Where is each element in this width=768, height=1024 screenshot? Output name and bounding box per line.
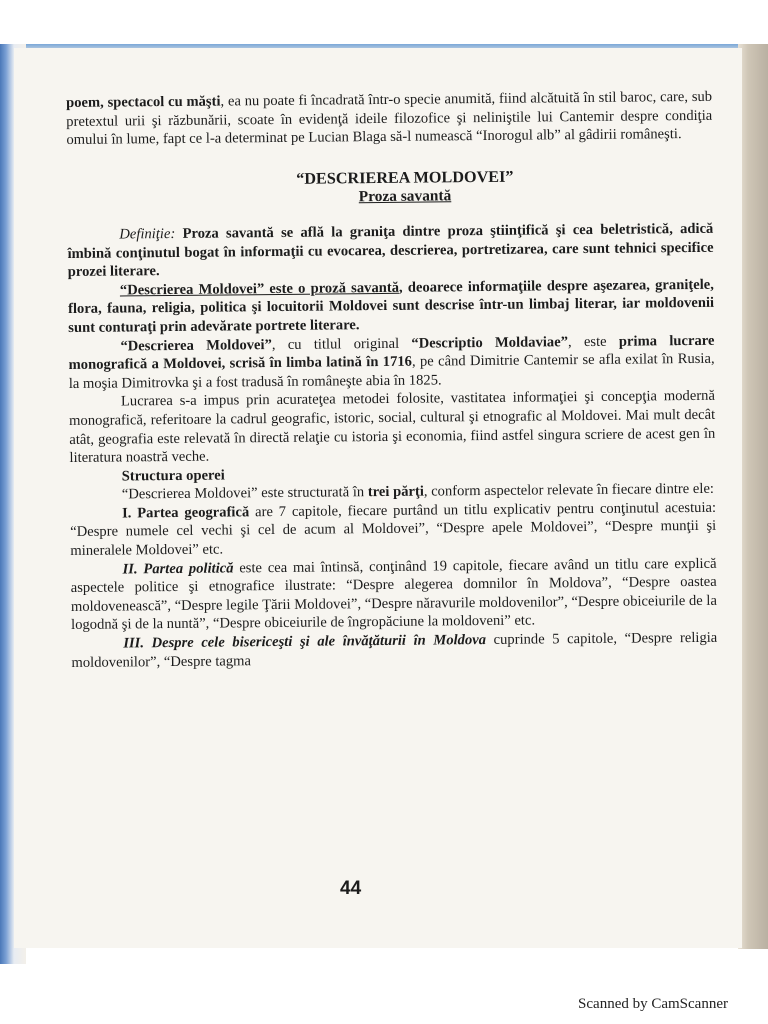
structure-text-a: “Descrierea Moldovei” este structurată în — [121, 484, 368, 503]
part-two-paragraph — [70, 554, 717, 635]
intro-paragraph — [66, 88, 713, 150]
original-title-d: , este — [567, 333, 619, 350]
original-title-e: prima lucrare monografică a Moldovei, scrisă în limba latină în 1716 — [68, 332, 715, 374]
original-title-a: “Descrierea Moldovei” — [120, 336, 272, 355]
definition-text: Proza savantă se află la graniţa dintre proza ştiinţifică şi cea beletristică, adică îmbină conţinutul bogat în informaţii cu evocarea, descrierea, portretizarea, care sunt tehnici specifice prozei literare. — [67, 220, 714, 281]
chapter-title: “DESCRIEREA MOLDOVEI” — [296, 167, 514, 188]
savanta-paragraph — [68, 276, 715, 338]
definition-label: Definiţie: — [119, 225, 176, 243]
original-title-paragraph — [68, 331, 715, 393]
part-two-label: II. Partea politică — [122, 560, 234, 578]
intro-text: , ea nu poate fi încadrată într-o specie anumită, fiind alcătuită în stil baroc, care, sub pretextul urii şi răzbunării, scoate în evidenţă ideile filozofice şi neliniştile lui Cantemir despre condiţia omului în lume, fapt ce l-a determinat pe Lucian Blaga să-l numească “Inorogul alb” al gâdirii româneşti. — [66, 88, 713, 149]
scanner-watermark: Scanned by CamScanner — [578, 996, 728, 1012]
savanta-text: , deoarece informaţiile despre aşezarea, graniţele, flora, fauna, religia, politica şi locuitorii Moldovei sunt descrise într-un limbaj literar, iar moldovenii sunt conturaţi prin adevărate portrete literare. — [67, 276, 715, 336]
part-two-text: este cea mai întinsă, conţinând 19 capitole, fiecare având un titlu care explică aspectele politice şi etnografice ilustrate: “Despre alegerea domnilor în Moldova”, “Despre oastea moldovenească”, “Despre legile Ţării Moldovei”, “Despre năravurile moldovenilor”, “Despre obiceiurile de la logodnă şi de la nuntă”, “Despre obiceiurile de îngropăciune la moldoveni” etc. — [70, 555, 717, 634]
part-one-paragraph — [70, 499, 717, 561]
part-three-paragraph — [71, 629, 717, 672]
part-one-text: are 7 capitole, fiecare purtând un titlu explicativ pentru conţinutul acestuia: “Despre numele cel vechi şi cel de acum al Moldovei”, “Despre apele Moldovei”, “Despre munţii şi mineralele Moldovei” etc. — [70, 499, 717, 560]
structure-text-c: , conform aspectelor relevate în fiecare dintre ele: — [423, 481, 715, 500]
definition-paragraph — [67, 220, 714, 282]
savanta-underlined: “Descrierea Moldovei” este o proză savantă — [119, 279, 400, 299]
intro-bold-phrase: poem, spectacol cu măşti — [66, 93, 221, 111]
original-title-f: , pe când Dimitrie Cantemir se afla exilat în Rusia, la moşia Dimitrovka şi a fost tradusă în româneşte abia în 1825. — [68, 350, 715, 392]
part-three-label: III. Despre cele bisericeşti şi ale învăţăturii în Moldova — [123, 632, 487, 652]
original-title-b: , cu titlul original — [271, 335, 412, 353]
chapter-subtitle: Proza savantă — [358, 187, 452, 206]
page-text — [66, 88, 718, 672]
book-spine-shadow — [738, 44, 768, 949]
part-one-label: I. Partea geografică — [121, 504, 250, 522]
structure-text-b: trei părţi — [367, 483, 424, 501]
book-page — [14, 48, 742, 948]
structure-heading: Structura operei — [121, 467, 225, 485]
impact-paragraph: Lucrarea s-a impus prin acurateţea metodei folosite, vastitatea informaţiei şi concepţia modernă monografică, referitoare la cadrul geografic, istoric, social, cultural şi etnografic al Moldovei. Mai mult decât atât, geografia este relevată în directă relaţie cu istoria şi economia, fiind astfel singura scriere de acest gen în literatura noastră veche. — [69, 388, 716, 467]
original-title-c: “Descriptio Moldaviae” — [411, 333, 569, 352]
page-number: 44 — [340, 878, 362, 899]
part-three-text: cuprinde 5 capitole, “Despre religia moldovenilor”, “Despre tagma — [71, 629, 718, 671]
